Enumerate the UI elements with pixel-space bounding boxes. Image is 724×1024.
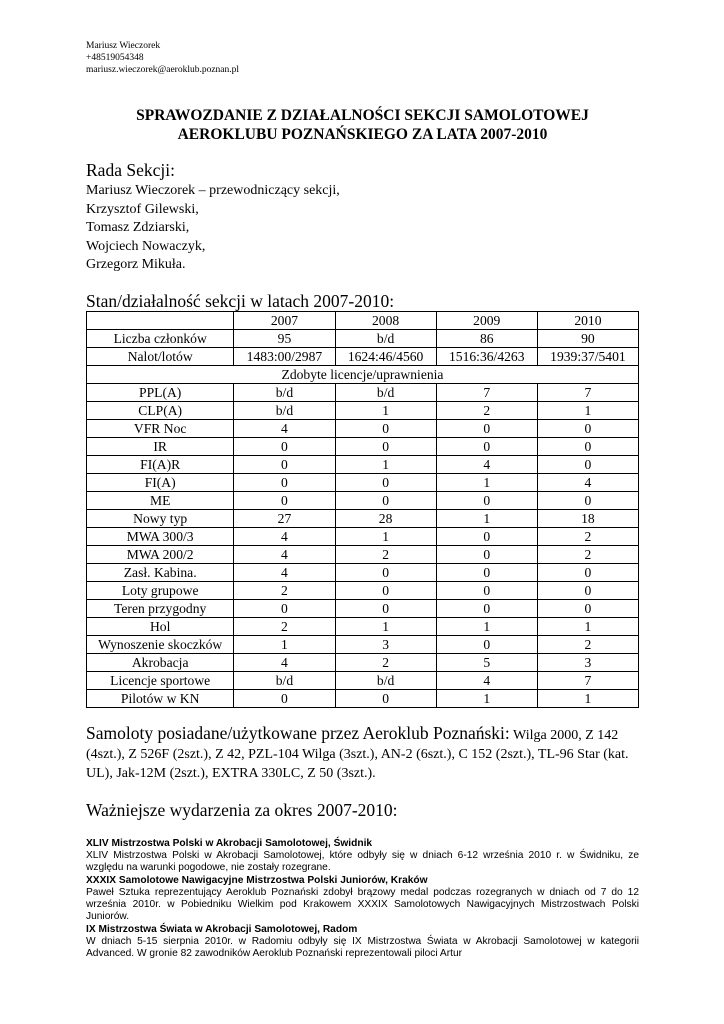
table-cell: 4 xyxy=(234,545,335,563)
table-cell: 4 xyxy=(234,653,335,671)
row-label: Loty grupowe xyxy=(87,581,234,599)
table-cell: 1 xyxy=(436,473,537,491)
title-line-1: SPRAWOZDANIE Z DZIAŁALNOŚCI SEKCJI SAMOLOTOWEJ xyxy=(136,107,589,124)
stan-heading: Stan/działalność sekcji w latach 2007-2010: xyxy=(86,290,395,311)
table-cell: 1 xyxy=(436,689,537,707)
table-cell: 0 xyxy=(436,437,537,455)
table-cell: 1516:36/4263 xyxy=(436,347,537,365)
table-row xyxy=(87,563,639,581)
aircraft-lead: Samoloty posiadane/użytkowane przez Aeroklub Poznański: xyxy=(86,722,510,743)
table-cell: 2010 xyxy=(537,311,638,329)
table-cell: 2 xyxy=(537,635,638,653)
events-heading: Ważniejsze wydarzenia za okres 2007-2010: xyxy=(86,799,398,820)
aircraft-paragraph xyxy=(86,724,639,783)
table-row xyxy=(87,689,639,707)
table-cell: 1 xyxy=(537,689,638,707)
table-cell: 0 xyxy=(234,455,335,473)
row-label: Licencje sportowe xyxy=(87,671,234,689)
table-cell: 0 xyxy=(335,581,436,599)
row-label: ME xyxy=(87,491,234,509)
table-cell: 0 xyxy=(436,491,537,509)
rada-member: Mariusz Wieczorek – przewodniczący sekcji, xyxy=(86,183,340,198)
table-cell: 86 xyxy=(436,329,537,347)
table-cell: 2 xyxy=(335,653,436,671)
table-cell: 0 xyxy=(436,581,537,599)
rada-member: Tomasz Zdziarski, xyxy=(86,220,190,235)
table-row xyxy=(87,437,639,455)
table-cell: 1 xyxy=(537,617,638,635)
stats-table xyxy=(86,311,639,708)
table-cell: 1483:00/2987 xyxy=(234,347,335,365)
aircraft-list: Wilga 2000, Z 142 (4szt.), Z 526F (2szt.), Z 42, PZL-104 Wilga (3szt.), AN-2 (6szt.), C 152 (2szt.), TL-96 Star (kat. UL), Jak-12M (2szt.), EXTRA 330LC, Z 50 (3szt.). xyxy=(86,727,629,781)
table-row xyxy=(87,401,639,419)
event-body: Paweł Sztuka reprezentujący Aeroklub Poznański zdobył brązowy medal podczas rozegranych w dniach od 7 do 12 września 2010r. w Pobiedniku Wielkim pod Krakowem XXXIX Samolotowych Nawigacyjnych Mistrzostwach Polski Juniorów. xyxy=(86,886,639,922)
document-title xyxy=(86,106,639,144)
table-cell: 0 xyxy=(537,599,638,617)
table-cell: 4 xyxy=(234,527,335,545)
table-cell: 0 xyxy=(537,419,638,437)
table-cell: 3 xyxy=(537,653,638,671)
row-label: Akrobacja xyxy=(87,653,234,671)
table-cell: 0 xyxy=(436,527,537,545)
table-cell: 5 xyxy=(436,653,537,671)
rada-member: Grzegorz Mikuła. xyxy=(86,257,186,272)
table-cell: 7 xyxy=(436,383,537,401)
table-cell: 2 xyxy=(335,545,436,563)
table-cell: 0 xyxy=(234,437,335,455)
table-cell: 1 xyxy=(436,509,537,527)
table-row xyxy=(87,455,639,473)
table-cell: 2 xyxy=(436,401,537,419)
table-cell: 0 xyxy=(537,491,638,509)
contact-email: mariusz.wieczorek@aeroklub.poznan.pl xyxy=(86,65,240,75)
table-cell: 2007 xyxy=(234,311,335,329)
table-cell: 0 xyxy=(234,491,335,509)
table-cell: 4 xyxy=(234,563,335,581)
table-cell: 0 xyxy=(537,437,638,455)
row-label: PPL(A) xyxy=(87,383,234,401)
table-cell: 2 xyxy=(234,617,335,635)
table-cell: b/d xyxy=(335,329,436,347)
table-cell: 0 xyxy=(537,581,638,599)
table-cell: 1 xyxy=(335,455,436,473)
table-cell: 1 xyxy=(436,617,537,635)
table-cell: 0 xyxy=(335,491,436,509)
table-row xyxy=(87,545,639,563)
rada-member: Wojciech Nowaczyk, xyxy=(86,238,206,254)
table-cell: 1 xyxy=(335,527,436,545)
table-cell: 0 xyxy=(436,419,537,437)
stats-table-body xyxy=(87,311,639,707)
row-label: Nalot/lotów xyxy=(87,347,234,365)
row-label: MWA 200/2 xyxy=(87,545,234,563)
table-cell: 2008 xyxy=(335,311,436,329)
table-cell: 0 xyxy=(335,563,436,581)
table-cell: 0 xyxy=(335,599,436,617)
table-row xyxy=(87,581,639,599)
table-cell: 0 xyxy=(335,473,436,491)
table-cell: b/d xyxy=(234,401,335,419)
table-header-row xyxy=(87,311,639,329)
table-cell: 4 xyxy=(436,455,537,473)
event-title: XXXIX Samolotowe Nawigacyjne Mistrzostwa Polski Juniorów, Kraków xyxy=(86,874,428,886)
table-cell: 2 xyxy=(537,545,638,563)
title-line-2: AEROKLUBU POZNAŃSKIEGO ZA LATA 2007-2010 xyxy=(177,126,548,143)
table-cell: 7 xyxy=(537,383,638,401)
table-cell: 7 xyxy=(537,671,638,689)
table-cell: 18 xyxy=(537,509,638,527)
table-cell: 0 xyxy=(537,455,638,473)
row-label: FI(A) xyxy=(87,473,234,491)
table-cell: 0 xyxy=(335,437,436,455)
table-cell: 0 xyxy=(335,689,436,707)
table-row xyxy=(87,383,639,401)
event-title: IX Mistrzostwa Świata w Akrobacji Samolotowej, Radom xyxy=(86,923,358,935)
contact-block xyxy=(86,40,639,76)
table-cell: 0 xyxy=(436,635,537,653)
table-row xyxy=(87,617,639,635)
table-cell: 3 xyxy=(335,635,436,653)
table-row xyxy=(87,473,639,491)
table-cell: 28 xyxy=(335,509,436,527)
contact-phone: +48519054348 xyxy=(86,53,144,63)
table-cell: 1 xyxy=(335,401,436,419)
table-row xyxy=(87,329,639,347)
table-row xyxy=(87,599,639,617)
row-label: Hol xyxy=(87,617,234,635)
row-label: Wynoszenie skoczków xyxy=(87,635,234,653)
row-label: Teren przygodny xyxy=(87,599,234,617)
row-label: Pilotów w KN xyxy=(87,689,234,707)
row-label xyxy=(87,311,234,329)
rada-member: Krzysztof Gilewski, xyxy=(86,201,199,217)
row-label: Nowy typ xyxy=(87,509,234,527)
table-cell: 1624:46/4560 xyxy=(335,347,436,365)
row-label: FI(A)R xyxy=(87,455,234,473)
row-label: CLP(A) xyxy=(87,401,234,419)
table-cell: 4 xyxy=(234,419,335,437)
table-row xyxy=(87,671,639,689)
rada-members xyxy=(86,182,639,275)
table-cell: 0 xyxy=(436,545,537,563)
licenses-heading-row xyxy=(87,365,639,383)
licenses-heading: Zdobyte licencje/uprawnienia xyxy=(87,365,639,383)
table-cell: 1 xyxy=(234,635,335,653)
table-cell: 90 xyxy=(537,329,638,347)
row-label: IR xyxy=(87,437,234,455)
event-body: XLIV Mistrzostwa Polski w Akrobacji Samolotowej, które odbyły się w dniach 6-12 września 2010 r. w Świdniku, ze względu na warunki pogodowe, nie zostały rozegrane. xyxy=(86,849,639,873)
table-cell: 0 xyxy=(335,419,436,437)
table-row xyxy=(87,635,639,653)
table-cell: 0 xyxy=(234,599,335,617)
table-row xyxy=(87,509,639,527)
contact-name: Mariusz Wieczorek xyxy=(86,41,161,51)
table-cell: 1 xyxy=(537,401,638,419)
table-cell: 4 xyxy=(537,473,638,491)
table-row xyxy=(87,653,639,671)
event-title: XLIV Mistrzostwa Polski w Akrobacji Samolotowej, Świdnik xyxy=(86,837,373,849)
table-row xyxy=(87,491,639,509)
table-cell: 1939:37/5401 xyxy=(537,347,638,365)
rada-heading: Rada Sekcji: xyxy=(86,160,175,180)
events-list xyxy=(86,838,639,960)
event-body: W dniach 5-15 sierpnia 2010r. w Radomiu odbyły się IX Mistrzostwa Świata w Akrobacji Samolotowej w kategorii Advanced. W gronie 82 zawodników Aeroklub Poznański reprezentowali piloci Artur xyxy=(86,935,639,959)
table-row xyxy=(87,347,639,365)
table-cell: 0 xyxy=(436,563,537,581)
table-cell: 95 xyxy=(234,329,335,347)
row-label: VFR Noc xyxy=(87,419,234,437)
row-label: Zasł. Kabina. xyxy=(87,563,234,581)
table-row xyxy=(87,419,639,437)
table-cell: b/d xyxy=(234,383,335,401)
table-cell: 27 xyxy=(234,509,335,527)
table-cell: 2 xyxy=(234,581,335,599)
table-cell: 1 xyxy=(335,617,436,635)
row-label: Liczba członków xyxy=(87,329,234,347)
table-cell: 0 xyxy=(234,473,335,491)
table-cell: b/d xyxy=(335,383,436,401)
table-cell: b/d xyxy=(234,671,335,689)
table-cell: 0 xyxy=(537,563,638,581)
table-cell: 2009 xyxy=(436,311,537,329)
table-cell: 0 xyxy=(234,689,335,707)
table-cell: 0 xyxy=(436,599,537,617)
table-row xyxy=(87,527,639,545)
row-label: MWA 300/3 xyxy=(87,527,234,545)
table-cell: 2 xyxy=(537,527,638,545)
table-cell: b/d xyxy=(335,671,436,689)
table-cell: 4 xyxy=(436,671,537,689)
